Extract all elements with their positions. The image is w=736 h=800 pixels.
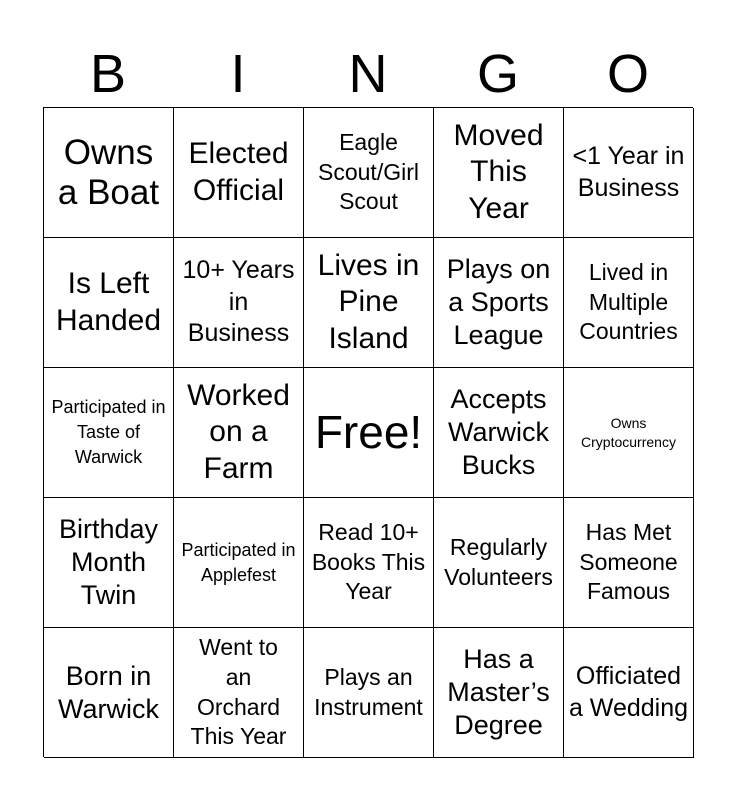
cell-text: Officiated a Wedding [568,662,689,722]
cell-text: Plays on a Sports League [446,254,551,350]
cell-text: Went to an Orchard This Year [190,633,287,750]
free-space-text: Free! [314,406,423,459]
bingo-cell[interactable] [434,368,564,498]
cell-text: <1 Year in Business [572,142,685,202]
bingo-header [43,40,693,108]
cell-text: Has Met Someone Famous [579,518,678,605]
bingo-cell[interactable] [564,628,694,758]
header-letter-o: O [606,44,649,104]
cell-text: 10+ Years in Business [182,256,295,348]
bingo-cell[interactable] [564,498,694,628]
bingo-cell[interactable] [44,368,174,498]
header-letter-n: N [348,44,388,104]
cell-text: Participated in Applefest [181,539,296,585]
bingo-cell[interactable] [174,108,304,238]
bingo-cell[interactable] [44,628,174,758]
cell-text: Elected Official [188,136,289,207]
cell-text: Eagle Scout/Girl Scout [318,128,419,215]
bingo-cell[interactable] [44,498,174,628]
bingo-cell[interactable] [434,108,564,238]
bingo-cell[interactable] [434,238,564,368]
bingo-cell[interactable] [44,108,174,238]
cell-text: Owns a Boat [57,133,160,212]
cell-text: Participated in Taste of Warwick [51,397,166,467]
cell-text: Regularly Volunteers [444,533,553,590]
header-letter-b: B [89,44,127,104]
cell-text: Worked on a Farm [187,378,290,485]
bingo-board [43,107,693,757]
bingo-cell[interactable] [564,238,694,368]
cell-text: Plays an Instrument [314,663,423,720]
header-letter-i: I [230,44,246,104]
bingo-cell[interactable] [304,498,434,628]
bingo-cell[interactable] [304,628,434,758]
bingo-cell[interactable] [174,498,304,628]
bingo-cell[interactable] [304,238,434,368]
header-letter-g: G [476,44,519,104]
cell-text: Owns Cryptocurrency [581,414,676,450]
bingo-cell[interactable] [174,368,304,498]
bingo-cell[interactable] [304,108,434,238]
bingo-cell[interactable] [564,368,694,498]
bingo-cell[interactable] [434,498,564,628]
cell-text: Is Left Handed [55,266,162,337]
cell-text: Read 10+ Books This Year [311,518,426,605]
cell-text: Moved This Year [453,118,544,225]
cell-text: Has a Master’s Degree [447,644,550,740]
bingo-cell[interactable] [44,238,174,368]
bingo-cell[interactable] [304,368,434,498]
bingo-cell[interactable] [434,628,564,758]
cell-text: Lives in Pine Island [317,248,420,355]
bingo-cell[interactable] [174,628,304,758]
cell-text: Birthday Month Twin [58,514,159,610]
cell-text: Lived in Multiple Countries [579,258,678,345]
cell-text: Accepts Warwick Bucks [448,384,549,480]
cell-text: Born in Warwick [58,660,159,724]
bingo-cell[interactable] [174,238,304,368]
bingo-cell[interactable] [564,108,694,238]
